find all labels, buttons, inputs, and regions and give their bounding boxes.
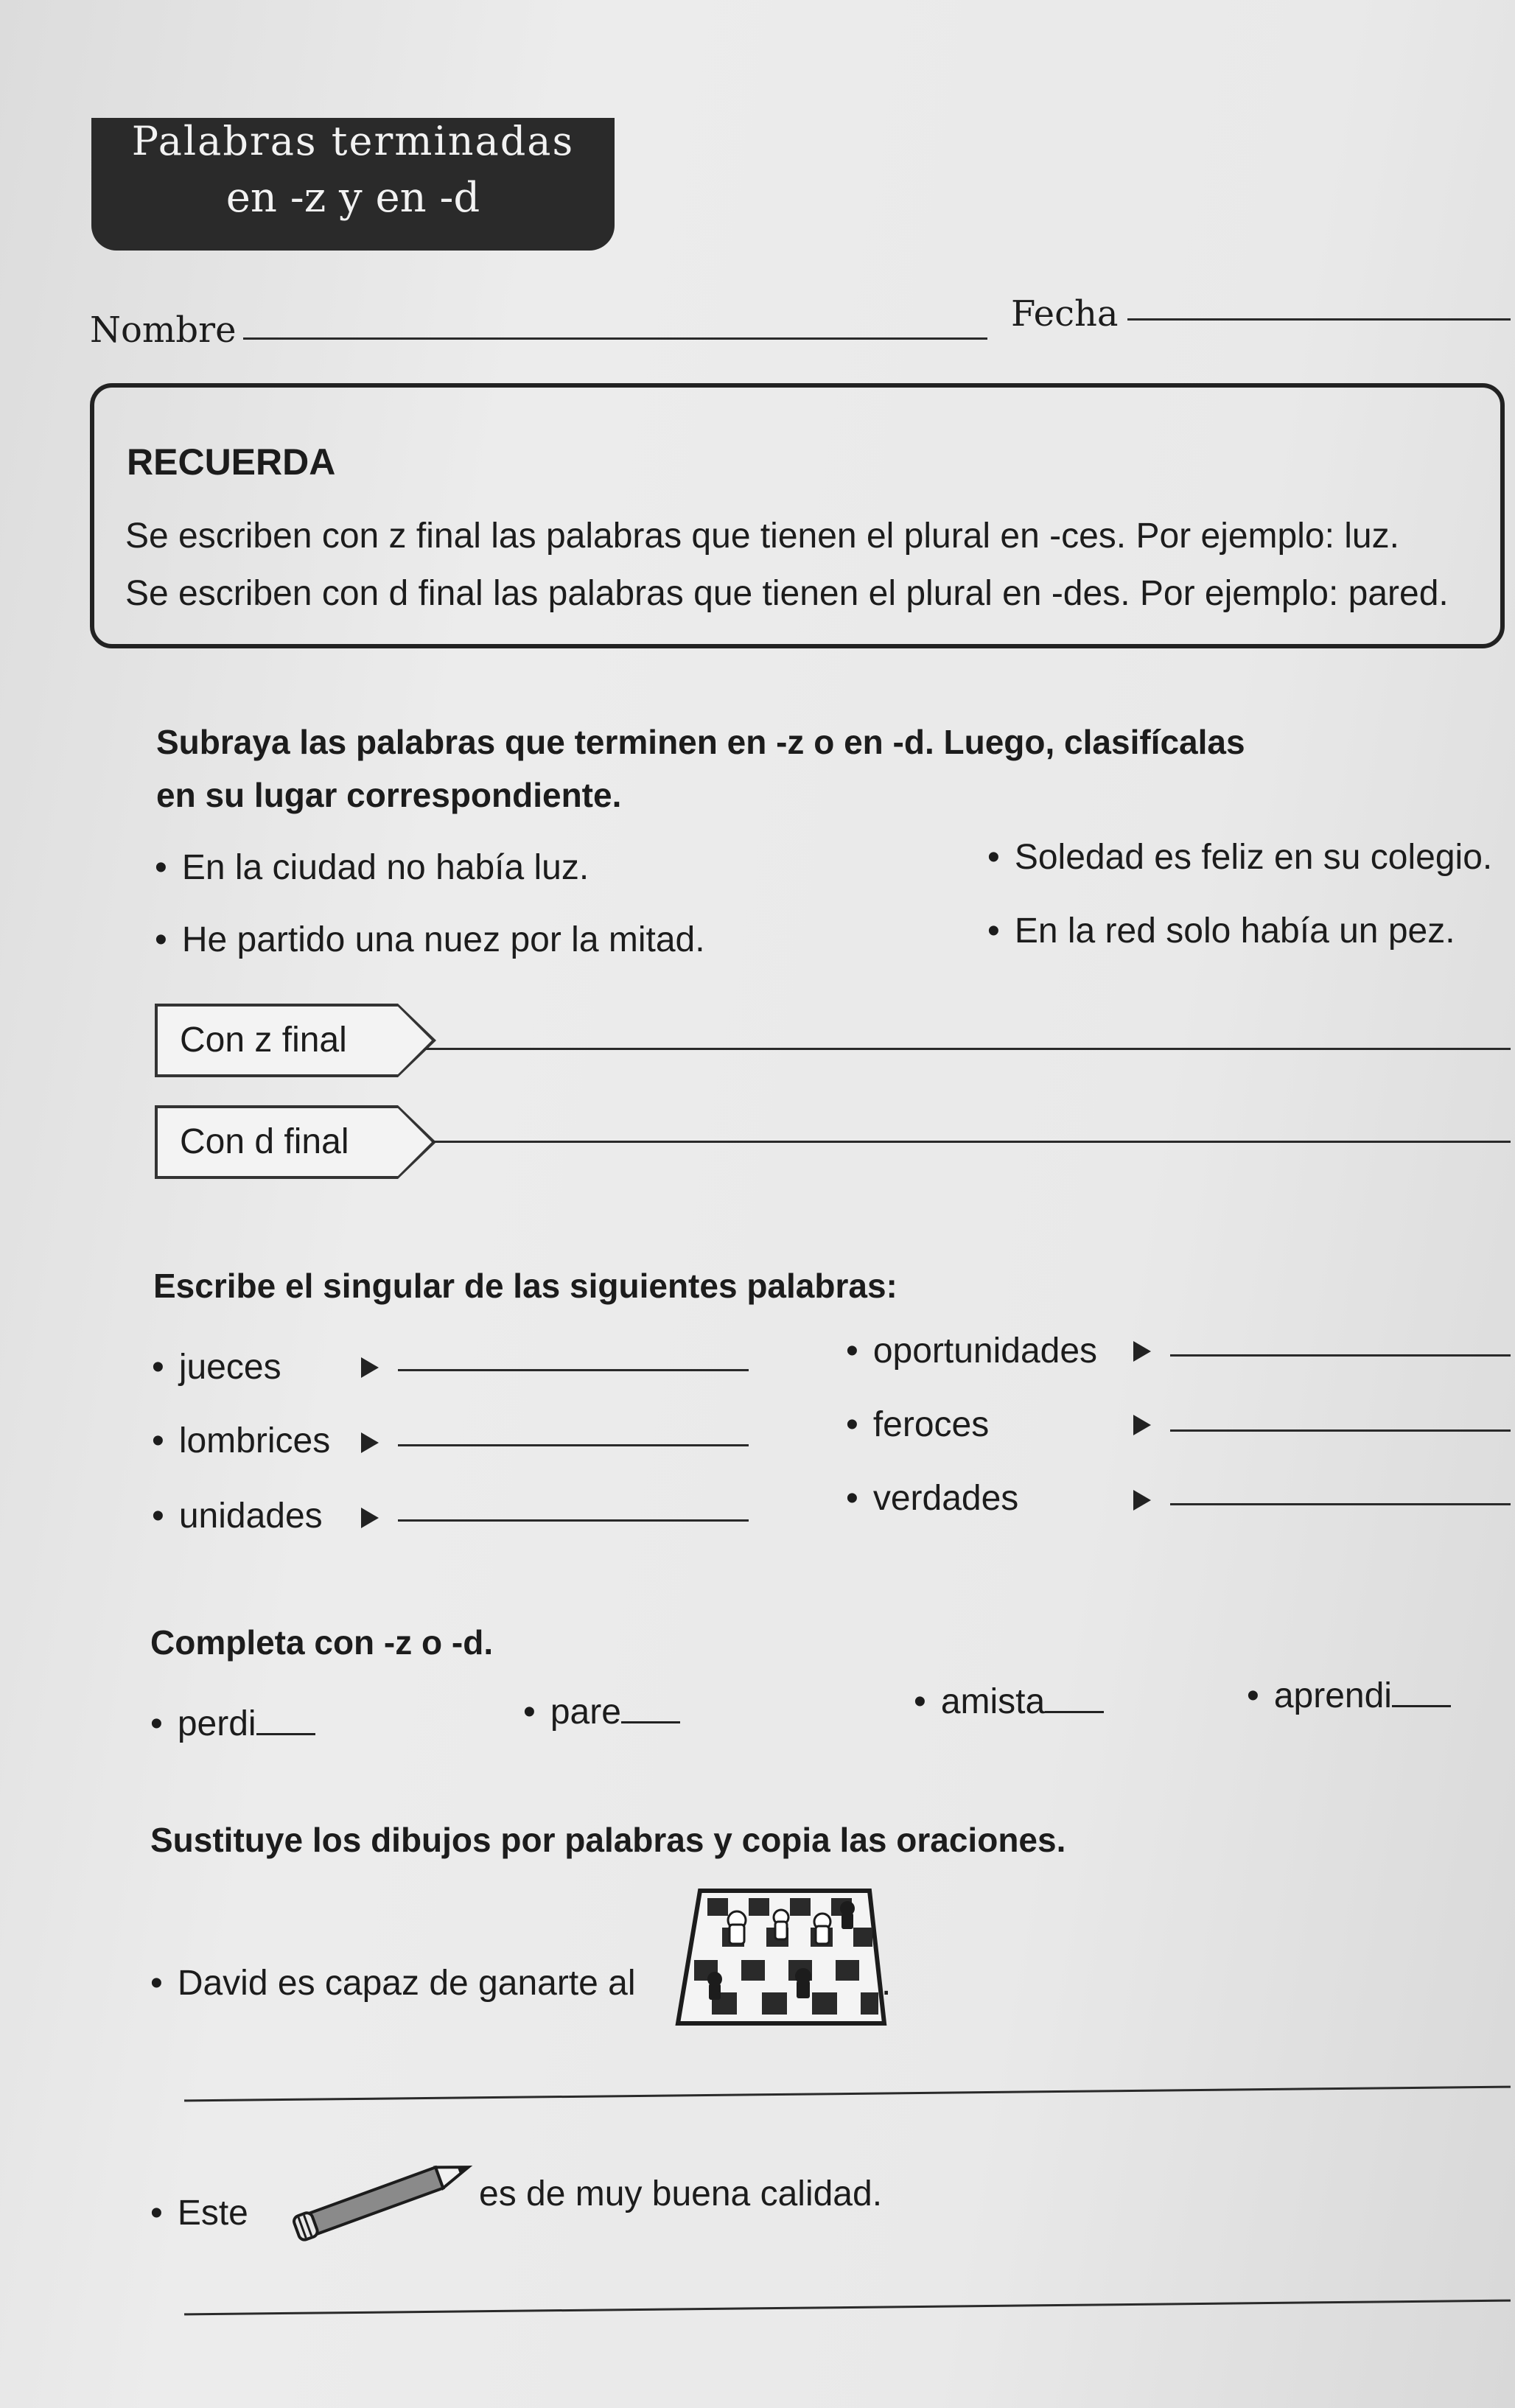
chessboard-icon	[671, 1883, 892, 2031]
word-unidades: • unidades	[152, 1496, 323, 1536]
answer-line-verdades[interactable]	[1170, 1503, 1511, 1505]
date-label: Fecha	[1011, 293, 1119, 335]
picture-sentence-2-start: • Este	[150, 2193, 248, 2233]
title-line-2: en -z y en -d	[225, 174, 480, 222]
answer-line-z-final[interactable]	[420, 1048, 1511, 1050]
picture-sentence-1: • David es capaz de ganarte al	[150, 1963, 636, 2003]
complete-word-4-text: aprendi	[1273, 1676, 1392, 1715]
recuerda-rule-d: Se escriben con d final las palabras que tienen el plural en -des. Por ejemplo: pared.	[125, 574, 1449, 613]
exercise4-instruction: Sustituye los dibujos por palabras y copia las oraciones.	[150, 1821, 1066, 1859]
name-label: Nombre	[90, 309, 237, 351]
arrow-icon	[1133, 1490, 1151, 1511]
exercise3-instruction: Completa con -z o -d.	[150, 1623, 494, 1662]
exercise1-instruction-line2: en su lugar correspondiente.	[156, 776, 622, 814]
complete-word-2	[523, 1692, 680, 1732]
picture-sentence-1-end: .	[881, 1964, 892, 2003]
worksheet-title	[91, 118, 615, 251]
complete-word-2-text: pare	[550, 1693, 621, 1732]
complete-blank-1[interactable]	[256, 1733, 315, 1735]
sentence-3: • He partido una nuez por la mitad.	[155, 920, 705, 960]
complete-word-3-text: amista	[940, 1682, 1046, 1721]
complete-blank-4[interactable]	[1392, 1705, 1451, 1707]
word-lombrices: • lombrices	[152, 1421, 330, 1461]
complete-word-1-text: perdi	[177, 1704, 256, 1743]
answer-line-unidades[interactable]	[398, 1519, 749, 1522]
answer-line-feroces[interactable]	[1170, 1429, 1511, 1432]
picture-sentence-2-end: es de muy buena calidad.	[479, 2174, 883, 2213]
tag-z-final: Con z final	[155, 1004, 398, 1077]
arrow-icon	[1133, 1415, 1151, 1435]
complete-blank-3[interactable]	[1045, 1711, 1104, 1713]
complete-blank-2[interactable]	[621, 1721, 680, 1723]
word-verdades: • verdades	[846, 1478, 1018, 1519]
word-jueces: • jueces	[152, 1347, 281, 1387]
complete-word-1	[150, 1704, 315, 1744]
date-field[interactable]	[1127, 318, 1511, 321]
sentence-2: • Soledad es feliz en su colegio.	[987, 837, 1492, 878]
word-oportunidades: • oportunidades	[846, 1331, 1097, 1371]
answer-line-jueces[interactable]	[398, 1369, 749, 1371]
arrow-icon	[361, 1508, 379, 1528]
recuerda-rule-z: Se escriben con z final las palabras que tienen el plural en -ces. Por ejemplo: luz.	[125, 517, 1399, 556]
complete-word-3	[914, 1681, 1104, 1722]
answer-line-lombrices[interactable]	[398, 1444, 749, 1446]
answer-line-d-final[interactable]	[420, 1141, 1511, 1143]
arrow-icon	[361, 1357, 379, 1378]
answer-line-oportunidades[interactable]	[1170, 1354, 1511, 1357]
title-line-1: Palabras terminadas	[131, 118, 575, 164]
arrow-icon	[1133, 1341, 1151, 1362]
copy-line-2[interactable]	[184, 2300, 1511, 2316]
arrow-icon	[361, 1432, 379, 1453]
exercise1-instruction-line1: Subraya las palabras que terminen en -z o en -d. Luego, clasifícalas	[156, 723, 1245, 761]
copy-line-1[interactable]	[184, 2086, 1511, 2102]
sentence-4: • En la red solo había un pez.	[987, 911, 1455, 951]
name-field[interactable]	[243, 337, 987, 340]
word-feroces: • feroces	[846, 1404, 989, 1445]
tag-d-final: Con d final	[155, 1105, 398, 1179]
sentence-1: • En la ciudad no había luz.	[155, 847, 589, 888]
complete-word-4	[1247, 1676, 1451, 1716]
recuerda-heading: RECUERDA	[127, 441, 336, 483]
pencil-icon	[280, 2144, 486, 2247]
exercise2-instruction: Escribe el singular de las siguientes palabras:	[153, 1267, 898, 1305]
